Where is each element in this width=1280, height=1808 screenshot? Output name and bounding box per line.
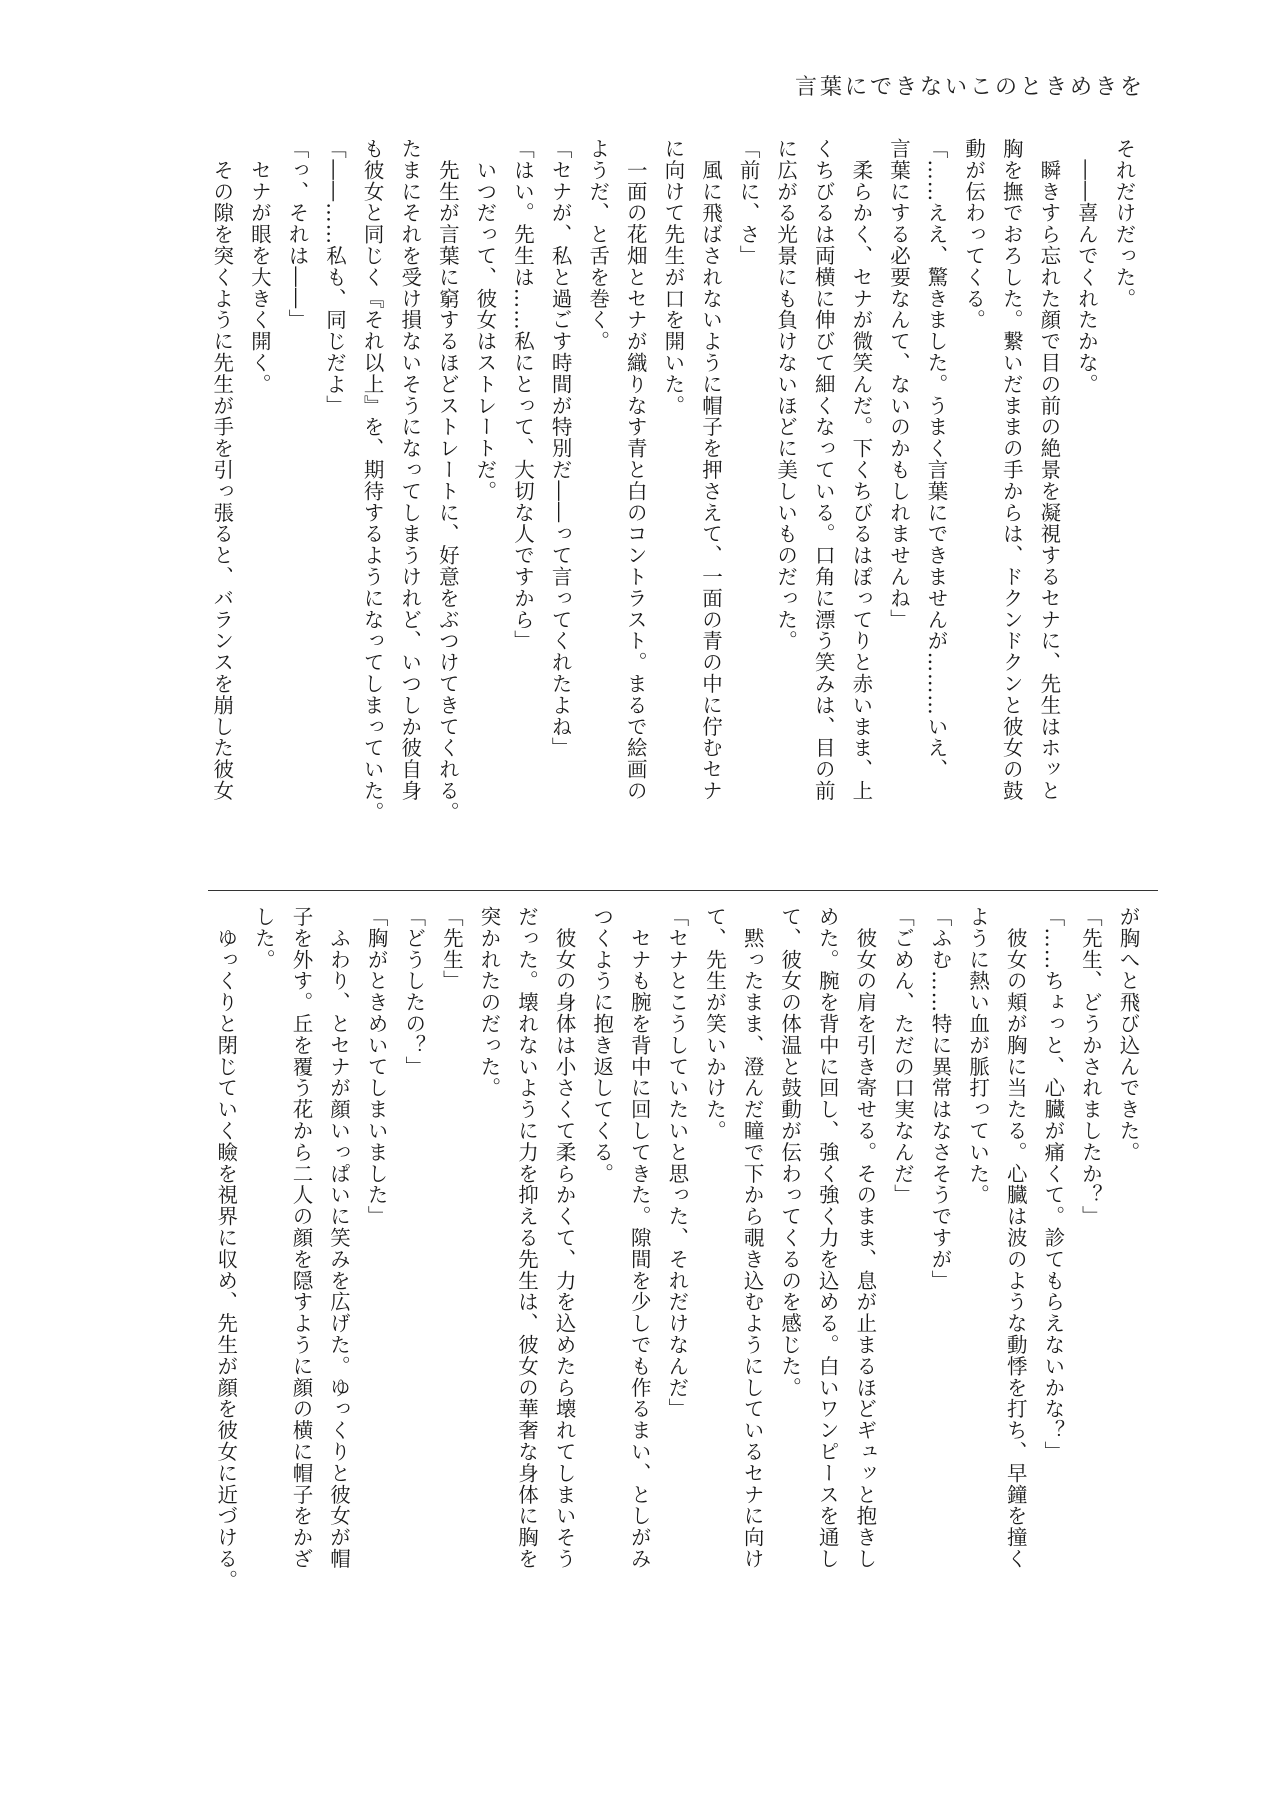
text-line: 「先生、どうかされましたか？」: [1078, 906, 1103, 1227]
text-line: した。: [251, 906, 276, 971]
text-line: 瞬きすら忘れた顔で目の前の絶景を凝視するセナに、先生はホッと: [1036, 138, 1061, 802]
text-line: 「はい。先生は……私にとって、大切な人ですから」: [510, 138, 535, 652]
text-line: 先生が言葉に窮するほどストレートに、好意をぶつけてきてくれる。: [435, 138, 460, 823]
text-line: セナも腕を背中に回してきた。隙間を少しでも作るまい、としがみ: [627, 906, 652, 1570]
text-line: て、彼女の体温と鼓動が伝わってくるのを感じた。: [777, 906, 802, 1399]
text-line: 柔らかく、セナが微笑んだ。下くちびるはぽってりと赤いまま、上: [848, 138, 873, 802]
text-line: 「っ、それは――」: [284, 138, 309, 331]
text-line: くちびるは両横に伸びて細くなっている。口角に漂う笑みは、目の前: [811, 138, 836, 802]
text-line: 胸を撫でおろした。繋いだままの手からは、ドクンドクンと彼女の鼓: [999, 138, 1024, 802]
text-line: いつだって、彼女はストレートだ。: [472, 138, 497, 502]
text-line: 「――……私も、同じだよ」: [322, 138, 347, 417]
text-line: ように熱い血が脈打っていた。: [965, 906, 990, 1206]
text-line: て、先生が笑いかけた。: [702, 906, 727, 1142]
text-line: 「胸がときめいてしまいました」: [364, 906, 389, 1227]
text-line: セナが眼を大きく開く。: [247, 138, 272, 395]
text-line: 「ごめん、ただの口実なんだ」: [890, 906, 915, 1206]
text-line: その隙を突くように先生が手を引っ張ると、バランスを崩した彼女: [209, 138, 234, 802]
text-line: 「どうしたの？」: [401, 906, 426, 1078]
text-line: ふわり、とセナが顔いっぱいに笑みを広げた。ゆっくりと彼女が帽: [326, 906, 351, 1570]
text-line: 「セナとこうしていたいと思った、それだけなんだ」: [664, 906, 689, 1420]
section-divider: [208, 890, 1158, 891]
text-block-bottom: [132, 906, 1146, 1666]
text-line: 「セナが、私と過ごす時間が特別だ――って言ってくれたよね」: [548, 138, 573, 759]
text-line: 「……ええ、驚きました。うまく言葉にできませんが………いえ、: [924, 138, 949, 780]
text-line: 動が伝わってくる。: [961, 138, 986, 331]
text-line: 「……ちょっと、心臓が痛くて。診てもらえないかな？」: [1040, 906, 1065, 1463]
text-line: ようだ、と舌を巻く。: [585, 138, 610, 352]
text-line: つくように抱き返してくる。: [589, 906, 614, 1185]
text-line: だった。壊れないように力を抑える先生は、彼女の華奢な身体に胸を: [514, 906, 539, 1570]
text-line: 子を外す。丘を覆う花から二人の顔を隠すように顔の横に帽子をかざ: [288, 906, 313, 1570]
text-line: 風に飛ばされないように帽子を押さえて、一面の青の中に佇むセナ: [698, 138, 723, 802]
text-line: に広がる光景にも負けないほどに美しいものだった。: [773, 138, 798, 652]
text-line: それだけだった。: [1112, 138, 1136, 310]
running-title: 言葉にできないこのときめきを: [794, 75, 1145, 100]
text-line: 言葉にする必要なんて、ないのかもしれませんね」: [886, 138, 911, 631]
text-line: 突かれたのだった。: [476, 906, 501, 1099]
text-line: ゆっくりと閉じていく瞼を視界に収め、先生が顔を彼女に近づける。: [213, 906, 238, 1591]
text-line: ――喜んでくれたかな。: [1074, 138, 1099, 395]
text-line: 一面の花畑とセナが織りなす青と白のコントラスト。まるで絵画の: [623, 138, 648, 802]
text-line: 彼女の肩を引き寄せる。そのまま、息が止まるほどギュッと抱きし: [852, 906, 877, 1570]
text-block-top: [132, 138, 1142, 874]
text-line: に向けて先生が口を開いた。: [660, 138, 685, 417]
text-line: めた。腕を背中に回し、強く強く力を込める。白いワンピースを通し: [815, 906, 840, 1570]
text-line: 「先生」: [439, 906, 464, 992]
text-line: 彼女の頬が胸に当たる。心臓は波のような動悸を打ち、早鐘を撞く: [1003, 906, 1028, 1570]
text-line: も彼女と同じく『それ以上』を、期待するようになってしまっていた。: [360, 138, 385, 823]
text-line: 黙ったまま、澄んだ瞳で下から覗き込むようにしているセナに向け: [740, 906, 765, 1570]
text-line: たまにそれを受け損ないそうになってしまうけれど、いつしか彼自身: [397, 138, 422, 802]
text-line: が胸へと飛び込んできた。: [1116, 906, 1140, 1163]
text-line: 「ふむ……特に異常はなさそうですが」: [928, 906, 953, 1292]
text-line: 「前に、さ」: [736, 138, 761, 267]
text-line: 彼女の身体は小さくて柔らかくて、力を込めたら壊れてしまいそう: [552, 906, 577, 1570]
